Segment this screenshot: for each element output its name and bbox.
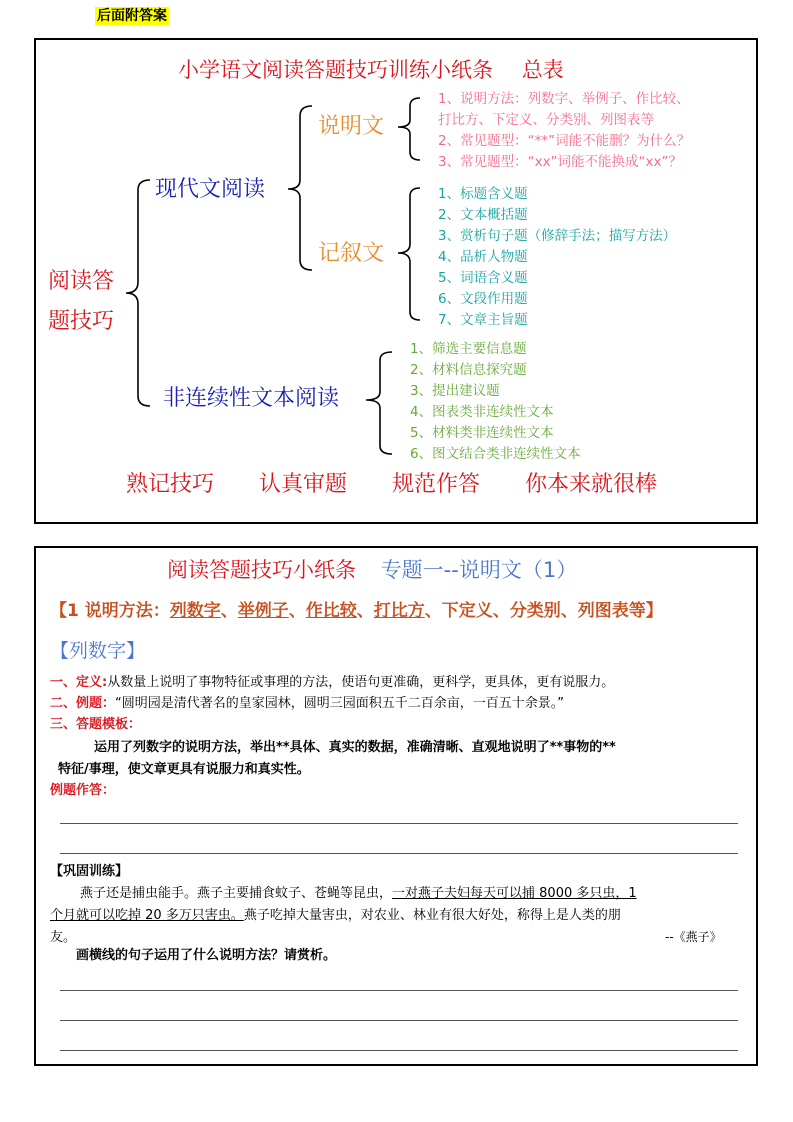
- summary-title-suffix: 总表: [521, 58, 564, 82]
- passage-text: 友。: [50, 930, 77, 945]
- noncontinuous-item: 3、提出建议题: [410, 383, 500, 399]
- noncontinuous-item: 5、材料类非连续性文本: [410, 425, 554, 441]
- definition-line: [50, 673, 614, 693]
- summary-title-text: 小学语文阅读答题技巧训练小纸条: [178, 58, 493, 82]
- example-line: [50, 694, 564, 714]
- answer-attached-tag: 后面附答案: [97, 8, 167, 24]
- topic-panel: [34, 546, 758, 1066]
- method-separator: 、: [220, 601, 238, 621]
- expository-list: [438, 89, 690, 173]
- definition-label: 一、定义:: [50, 675, 108, 690]
- answer-line[interactable]: [60, 823, 738, 824]
- expository-item: 打比方、下定义、分类别、列图表等: [438, 112, 654, 128]
- passage-text: 燕子吃掉大量害虫，对农业、林业有很大好处，称得上是人类的朋: [243, 908, 621, 923]
- noncontinuous-item: 1、筛选主要信息题: [410, 341, 527, 357]
- narrative-item: 7、文章主旨题: [438, 312, 528, 328]
- practice-question: 画横线的句子运用了什么说明方法？请赏析。: [76, 948, 337, 963]
- topic-title: [167, 555, 577, 585]
- motto: 熟记技巧: [126, 472, 215, 497]
- noncontinuous-label: 非连续性文本阅读: [163, 386, 340, 411]
- passage-line-2: [50, 905, 637, 927]
- motto-row: [126, 470, 657, 500]
- expository-item: 2、常见题型：“**”词能不能删？为什么？: [438, 133, 691, 149]
- method-separator: 、: [288, 601, 306, 621]
- template-text: [58, 737, 616, 781]
- answer-label: 例题作答：: [50, 783, 116, 798]
- narrative-item: 2、文本概括题: [438, 207, 528, 223]
- narrative-item: 5、词语含义题: [438, 270, 528, 286]
- answer-line[interactable]: [60, 1050, 738, 1051]
- modern-reading-label: 现代文阅读: [155, 177, 266, 202]
- example-text: “圆明园是清代著名的皇家园林，圆明三园面积五千二百余亩，一百五十余景。”: [115, 696, 564, 711]
- method-underlined: 举例子: [237, 601, 289, 621]
- expository-item: 1、说明方法：列数字、举例子、作比较、: [438, 91, 690, 107]
- methods-rest: 、下定义、分类别、列图表等】: [424, 601, 663, 621]
- narrative-item: 6、文段作用题: [438, 291, 528, 307]
- section-heading: 【列数字】: [50, 640, 146, 662]
- method-underlined: 作比较: [305, 601, 357, 621]
- topic-title-left: 阅读答题技巧小纸条: [167, 558, 356, 582]
- practice-label: 【巩固训练】: [50, 864, 129, 879]
- root-label-line-1: 阅读答: [48, 269, 115, 294]
- template-text-line-1: 运用了列数字的说明方法，举出**具体、真实的数据，准确清晰、直观地说明了**事物的**: [94, 740, 616, 755]
- method-separator: 、: [356, 601, 374, 621]
- practice-passage: [50, 883, 637, 949]
- passage-underlined: 一对燕子夫妇每天可以捕 8000 多只虫，1: [392, 886, 637, 901]
- passage-text: 燕子还是捕虫能手。燕子主要捕食蚊子、苍蝇等昆虫，: [80, 886, 393, 901]
- answer-line[interactable]: [60, 990, 738, 991]
- expository-label: 说明文: [318, 114, 385, 139]
- template-text-line-2: 特征/事理，使文章更具有说服力和真实性。: [58, 762, 310, 777]
- noncontinuous-item: 2、材料信息探究题: [410, 362, 527, 378]
- noncontinuous-item: 4、图表类非连续性文本: [410, 404, 554, 420]
- motto: 你本来就很棒: [525, 472, 658, 497]
- methods-line: [50, 598, 663, 624]
- example-label: 二、例题：: [50, 696, 116, 711]
- motto: 认真审题: [259, 472, 348, 497]
- definition-text: 从数量上说明了事物特征或事理的方法，使语句更准确，更科学，更具体，更有说服力。: [107, 675, 615, 690]
- method-underlined: 列数字: [169, 601, 221, 621]
- narrative-item: 1、标题含义题: [438, 186, 528, 202]
- narrative-item: 3、赏析句子题（修辞手法；描写方法）: [438, 228, 677, 244]
- motto: 规范作答: [392, 472, 481, 497]
- answer-line[interactable]: [60, 1020, 738, 1021]
- answer-line[interactable]: [60, 853, 738, 854]
- passage-source: --《燕子》: [665, 930, 722, 944]
- narrative-label: 记叙文: [318, 241, 385, 266]
- passage-line-1: [50, 883, 637, 905]
- root-label: [48, 262, 114, 342]
- root-label-line-2: 题技巧: [48, 309, 115, 334]
- noncontinuous-list: [410, 339, 581, 465]
- passage-underlined: 个月就可以吃掉 20 多万只害虫。: [50, 908, 244, 923]
- methods-prefix: 【1 说明方法：: [50, 601, 170, 621]
- narrative-list: [438, 184, 676, 331]
- method-underlined: 打比方: [373, 601, 425, 621]
- noncontinuous-item: 6、图文结合类非连续性文本: [410, 446, 581, 462]
- template-label: 三、答题模板：: [50, 717, 142, 732]
- topic-title-right: 专题一--说明文（1）: [380, 558, 578, 582]
- expository-item: 3、常见题型：“xx”词能不能换成“xx”？: [438, 154, 683, 170]
- narrative-item: 4、品析人物题: [438, 249, 528, 265]
